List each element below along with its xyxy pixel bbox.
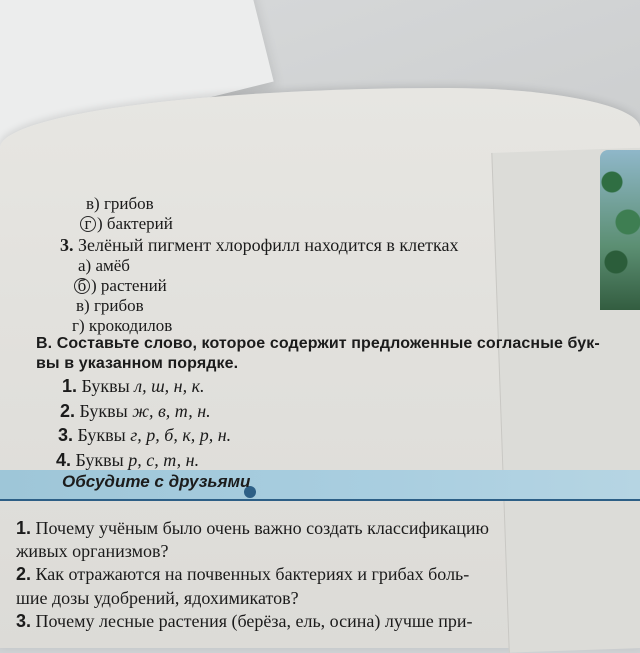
option-v: в) грибов [76,296,144,315]
discuss-question-2-cont: шие дозы удобрений, ядохимикатов? [16,588,299,608]
task-b-item: 1. Буквы л, ш, н, к. [62,376,205,396]
option-a: а) амёб [78,256,130,275]
task-b-item: 4. Буквы р, с, т, н. [56,450,200,470]
discuss-question-3: 3. Почему лесные растения (берёза, ель, осина) лучше при- [16,611,473,631]
circled-answer-mark: б [74,278,90,294]
section-divider [0,499,640,501]
circled-answer-mark: г [80,216,96,232]
section-title: Обсудите с друзьями [62,472,251,491]
option-b: б ) растений [74,276,167,296]
option-g: г) крокодилов [72,316,173,335]
discuss-question-2: 2. Как отражаются на почвенных бактериях и грибах боль- [16,564,470,584]
task-b-item: 2. Буквы ж, в, т, н. [60,401,211,421]
question-3: 3. Зелёный пигмент хлорофилл находится в клетках [60,235,459,255]
task-b-item: 3. Буквы г, р, б, к, р, н. [58,425,232,445]
tree-illustration [600,150,640,310]
task-b-line1: В. Составьте слово, которое содержит предложенные согласные бук- [36,335,600,352]
task-b-line2: вы в указанном порядке. [36,355,239,372]
discuss-question-1: 1. Почему учёным было очень важно создать классификацию [16,518,489,538]
option-g-prev: г ) бактерий [80,214,173,234]
option-v-prev: в) грибов [86,194,154,213]
discuss-question-1-cont: живых организмов? [16,541,169,561]
